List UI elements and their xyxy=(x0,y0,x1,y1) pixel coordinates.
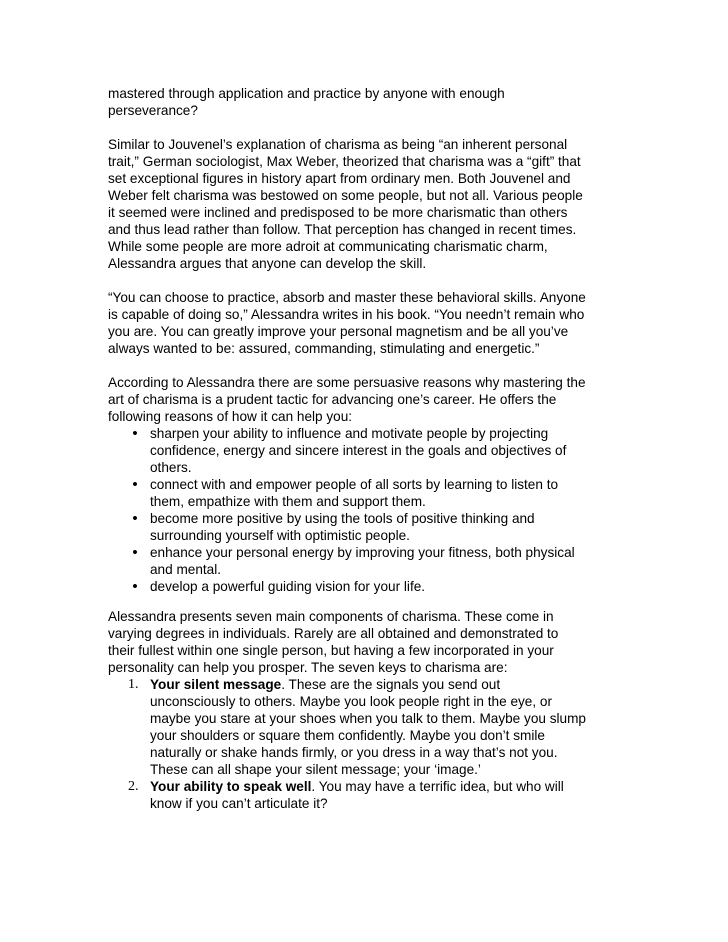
list-item xyxy=(108,425,588,476)
list-item xyxy=(108,778,588,812)
components-intro-paragraph: Alessandra presents seven main components of charisma. These come in varying degrees in individuals. Rarely are all obtained and demonstrated to their fullest within one single person, but having a few incorporated in your personality can help you prosper. The seven keys to charisma are: xyxy=(108,609,559,675)
list-item xyxy=(108,676,588,778)
bullet-icon: • xyxy=(132,510,138,527)
key-text: . These are the signals you send out unconsciously to others. Maybe you look people right in the eye, or maybe you stare at your shoes when you talk to them. Maybe you slump your shoulders or square them confidently. Maybe you don’t smile naturally or shake hands firmly, or you dress in a way that’s not you. These can all shape your silent message; your ‘image.’ xyxy=(150,677,586,777)
list-item xyxy=(108,578,588,595)
document-page xyxy=(108,85,588,812)
key-title: Your ability to speak well xyxy=(150,779,312,794)
list-item-number: 2. xyxy=(128,779,139,794)
reasons-intro-paragraph: According to Alessandra there are some persuasive reasons why mastering the art of charisma is a prudent tactic for advancing one’s career. He offers the following reasons of how it can help you: xyxy=(108,375,586,424)
bullet-icon: • xyxy=(132,476,138,493)
key-text: . You may have a terrific idea, but who will know if you can’t articulate it? xyxy=(150,779,564,811)
charisma-keys-list xyxy=(108,676,588,812)
bullet-icon: • xyxy=(132,425,138,442)
bullet-icon: • xyxy=(132,578,138,595)
quote-paragraph: “You can choose to practice, absorb and master these behavioral skills. Anyone is capable of doing so,” Alessandra writes in his book. “You needn’t remain who you are. You can greatly improve your personal magnetism and be all you’ve always wanted to be: assured, commanding, stimulating and energetic.” xyxy=(108,290,586,356)
reasons-list xyxy=(108,425,588,595)
list-item-text: connect with and empower people of all sorts by learning to listen to them, empathize with them and support them. xyxy=(150,477,559,509)
list-item-number: 1. xyxy=(128,677,139,692)
list-item-text: become more positive by using the tools of positive thinking and surrounding yourself with optimistic people. xyxy=(150,511,535,543)
list-item xyxy=(108,510,588,544)
key-title: Your silent message xyxy=(150,677,282,692)
list-item-text: sharpen your ability to influence and motivate people by projecting confidence, energy and sincere interest in the goals and objectives of others. xyxy=(150,426,567,475)
intro-paragraph: mastered through application and practice by anyone with enough perseverance? xyxy=(108,86,505,118)
list-item-text: develop a powerful guiding vision for your life. xyxy=(150,579,426,594)
bullet-icon: • xyxy=(132,544,138,561)
list-item-text: enhance your personal energy by improving your fitness, both physical and mental. xyxy=(150,545,575,577)
weber-paragraph: Similar to Jouvenel’s explanation of charisma as being “an inherent personal trait,” German sociologist, Max Weber, theorized that charisma was a “gift” that set exceptional figures in history apart from ordinary men. Both Jouvenel and Weber felt charisma was bestowed on some people, but not all. Various people it seemed were inclined and predisposed to be more charismatic than others and thus lead rather than follow. That perception has changed in recent times. While some people are more adroit at communicating charismatic charm, Alessandra argues that anyone can develop the skill. xyxy=(108,137,583,271)
list-item xyxy=(108,476,588,510)
list-item xyxy=(108,544,588,578)
